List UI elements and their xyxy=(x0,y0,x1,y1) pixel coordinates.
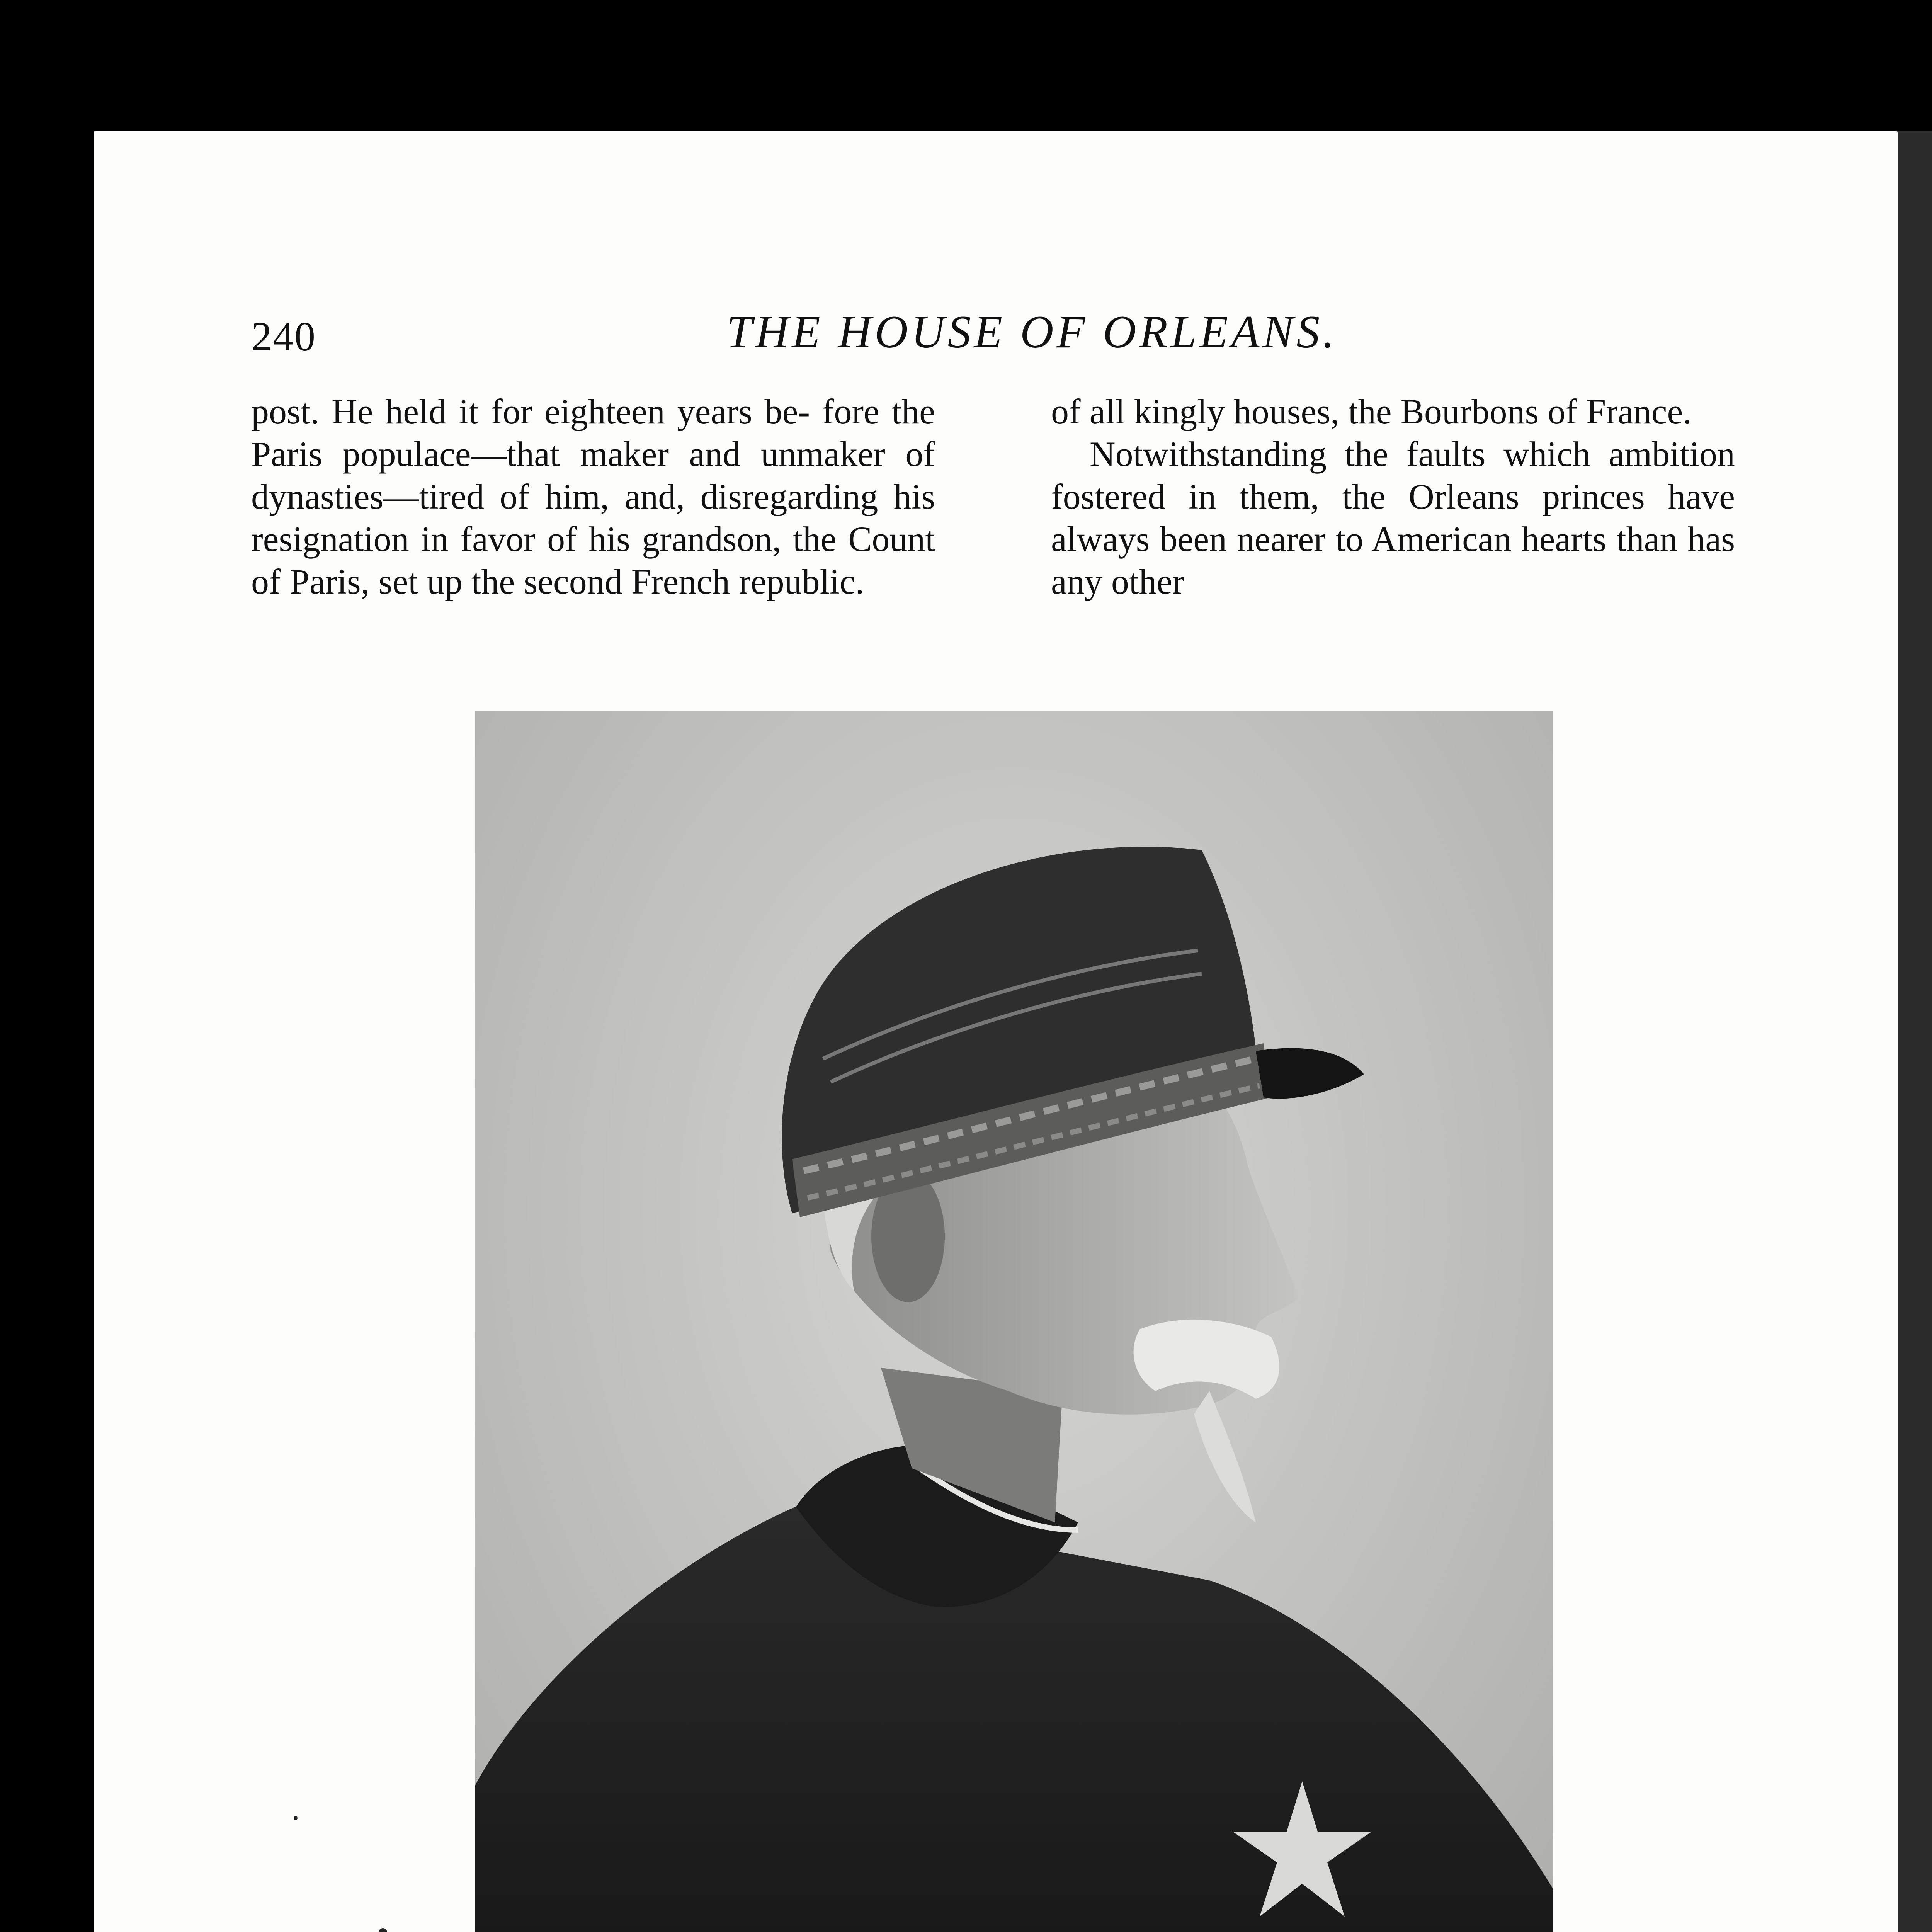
scan-speck xyxy=(294,1816,298,1820)
running-head: THE HOUSE OF ORLEANS. xyxy=(726,306,1338,357)
book-gutter xyxy=(1898,131,1932,1932)
text-column-top-left xyxy=(251,390,935,603)
portrait-illustration xyxy=(475,711,1553,1932)
paragraph: post. He held it for eighteen years be- fore the Paris populace—that maker and unmaker of dynasties—tired of him, and, disregarding his resignation in favor of his grandson, the Count of Paris, set up the second French republic. xyxy=(251,392,935,601)
paragraph: Notwithstanding the faults which ambition fostered in them, the Orleans princes have always been nearer to American hearts than has any other xyxy=(1051,434,1735,601)
text-column-top-right xyxy=(1051,390,1735,603)
paragraph: of all kingly houses, the Bourbons of France. xyxy=(1051,392,1692,431)
page-number: 240 xyxy=(251,314,316,360)
portrait-photo xyxy=(475,711,1553,1932)
